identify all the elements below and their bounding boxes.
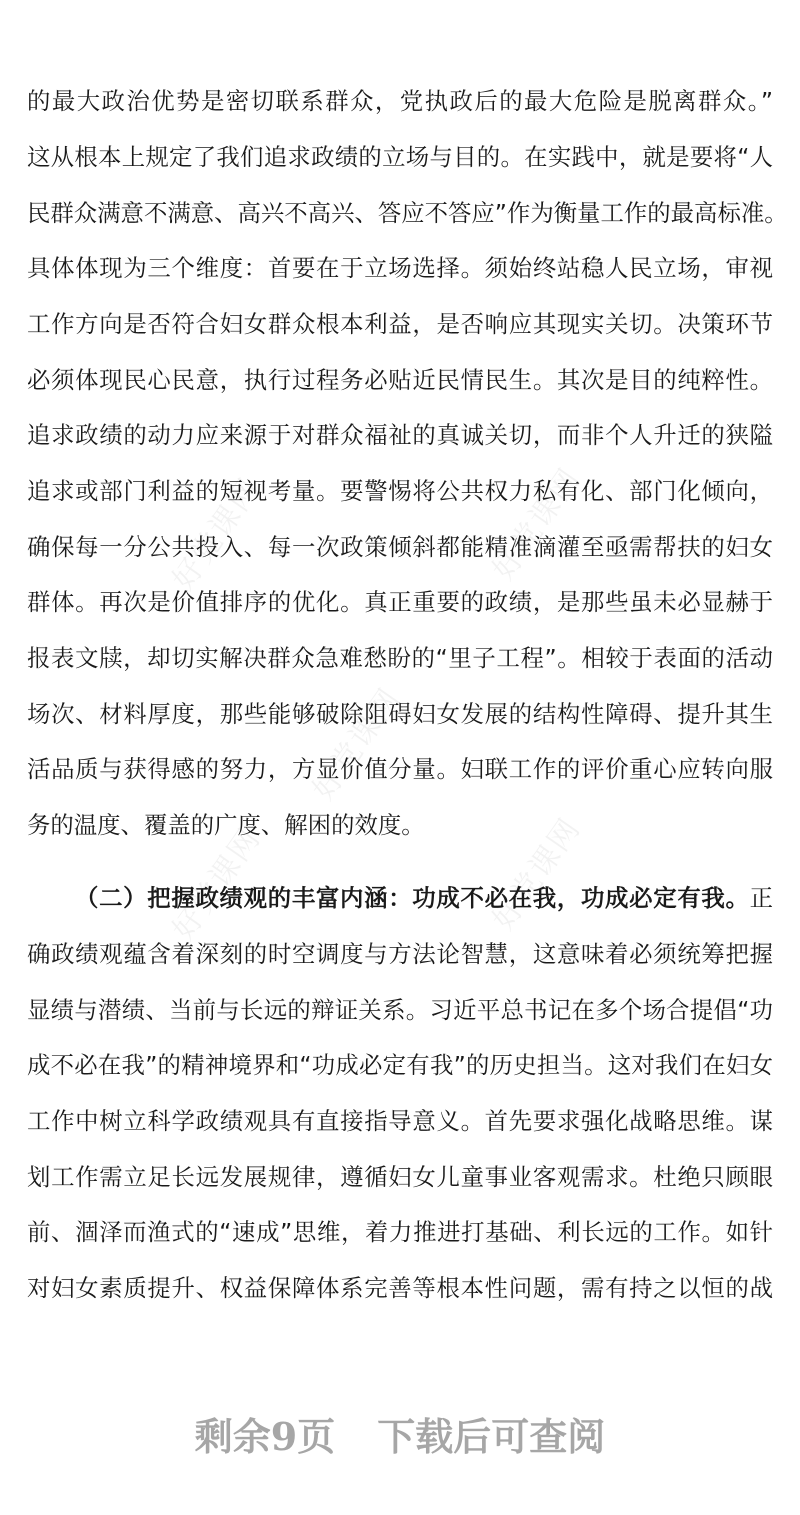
text-line: 民群众满意不满意、高兴不高兴、答应不答应”作为衡量工作的最高标准。 <box>27 199 788 227</box>
remaining-pages-label: 剩余9页 <box>194 1414 336 1459</box>
download-prompt[interactable] <box>0 1412 800 1462</box>
watermark: 好党课网 <box>165 471 268 597</box>
text-fragment: 正 <box>749 884 773 912</box>
text-line: 显绩与潜绩、当前与长远的辩证关系。习近平总书记在多个场合提倡“功 <box>27 996 773 1024</box>
text-line: 活品质与获得感的努力，方显价值分量。妇联工作的评价重心应转向服 <box>27 755 773 783</box>
watermark: 好党课网 <box>485 811 588 937</box>
text-line: 划工作需立足长远发展规律，遵循妇女儿童事业客观需求。杜绝只顾眼 <box>27 1163 773 1191</box>
text-line: 对妇女素质提升、权益保障体系完善等根本性问题，需有持之以恒的战 <box>27 1274 773 1302</box>
watermark: 好党课网 <box>165 821 268 947</box>
text-line: 追求或部门利益的短视考量。要警惕将公共权力私有化、部门化倾向， <box>27 477 773 505</box>
section-heading-line <box>75 882 773 914</box>
text-line: 的最大政治优势是密切联系群众，党执政后的最大危险是脱离群众。” <box>27 87 773 115</box>
text-line: 具体体现为三个维度：首要在于立场选择。须始终站稳人民立场，审视 <box>27 254 773 282</box>
download-hint-label: 下载后可查阅 <box>377 1414 606 1459</box>
text-line: 前、涸泽而渔式的“速成”思维，着力推进打基础、利长远的工作。如针 <box>27 1218 773 1246</box>
watermark: 好党课网 <box>485 461 588 587</box>
watermark: 好党课网 <box>305 681 408 807</box>
text-line: 务的温度、覆盖的广度、解困的效度。 <box>27 811 425 839</box>
text-line: 这从根本上规定了我们追求政绩的立场与目的。在实践中，就是要将“人 <box>27 143 773 171</box>
text-line: 报表文牍，却切实解决群众急难愁盼的“里子工程”。相较于表面的活动 <box>27 644 773 672</box>
text-line: 追求政绩的动力应来源于对群众福祉的真诚关切，而非个人升迁的狭隘 <box>27 421 773 449</box>
text-line: 群体。再次是价值排序的优化。真正重要的政绩，是那些虽未必显赫于 <box>27 588 773 616</box>
text-line: 确保每一分公共投入、每一次政策倾斜都能精准滴灌至亟需帮扶的妇女 <box>27 533 773 561</box>
section-heading: （二）把握政绩观的丰富内涵：功成不必在我，功成必定有我。 <box>75 884 750 912</box>
text-line: 成不必在我”的精神境界和“功成必定有我”的历史担当。这对我们在妇女 <box>27 1051 773 1079</box>
text-line: 确政绩观蕴含着深刻的时空调度与方法论智慧，这意味着必须统筹把握 <box>27 940 773 968</box>
text-line: 场次、材料厚度，那些能够破除阻碍妇女发展的结构性障碍、提升其生 <box>27 700 773 728</box>
text-line: 工作方向是否符合妇女群众根本利益，是否响应其现实关切。决策环节 <box>27 310 773 338</box>
text-line: 必须体现民心民意，执行过程务必贴近民情民生。其次是目的纯粹性。 <box>27 366 773 394</box>
text-line: 工作中树立科学政绩观具有直接指导意义。首先要求强化战略思维。谋 <box>27 1107 773 1135</box>
